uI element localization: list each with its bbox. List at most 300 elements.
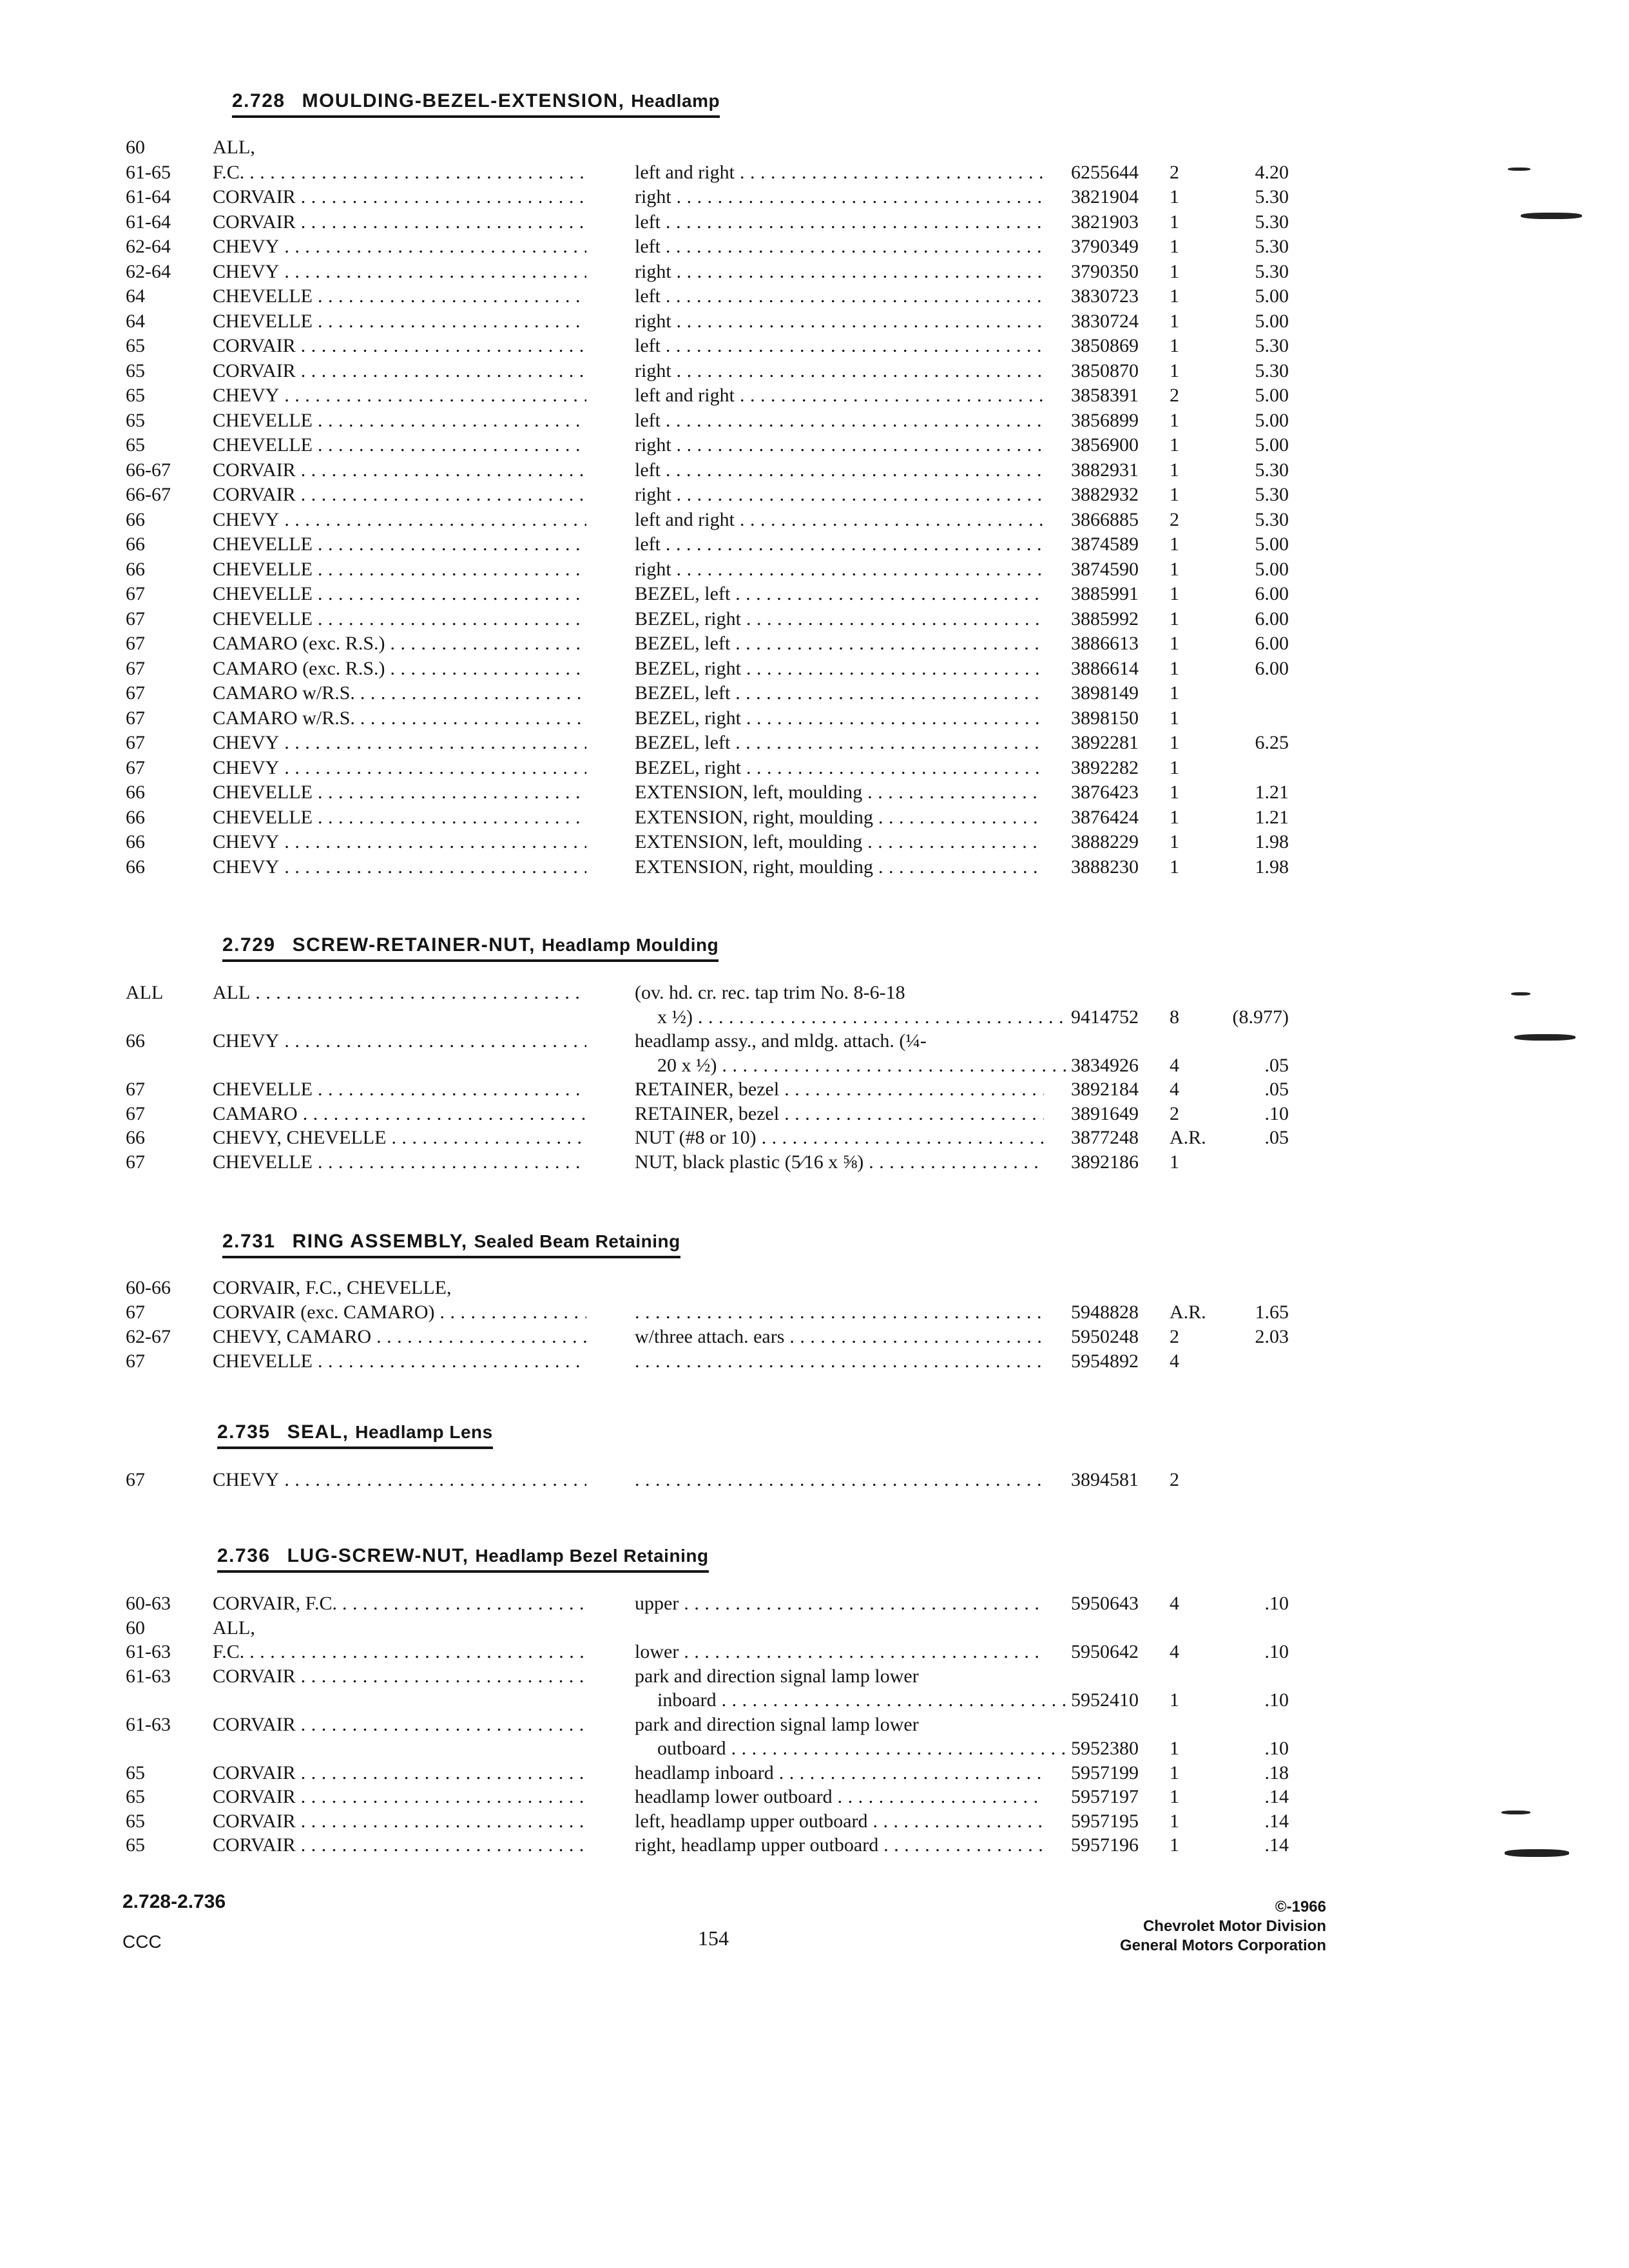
model-cell: CHEVY . . . <box>213 855 586 879</box>
binding-mark <box>1514 1034 1576 1041</box>
table-row <box>0 433 1629 457</box>
copyright: ©-1966 <box>1275 1898 1326 1916</box>
table-row <box>0 260 1629 284</box>
year-cell: 66 <box>126 558 145 580</box>
price-cell: 5.00 <box>1255 385 1289 406</box>
table-row <box>0 607 1629 631</box>
year-cell: 65 <box>126 1810 145 1832</box>
model-cell: CORVAIR . . . <box>213 1833 586 1858</box>
model-cell: CORVAIR . . . <box>213 1761 586 1785</box>
section-heading <box>232 90 720 118</box>
corporation-name: General Motors Corporation <box>1119 1937 1326 1954</box>
description-cell: 20 x ½) . . . <box>657 1053 1066 1078</box>
price-cell: 2.03 <box>1255 1326 1289 1347</box>
price-cell: 1.98 <box>1255 856 1289 878</box>
price-cell: 5.00 <box>1255 434 1289 456</box>
part-number-cell: 9414752 <box>1071 1006 1139 1028</box>
part-number-cell: 6255644 <box>1071 161 1139 183</box>
description-cell: left . . . <box>635 532 1044 557</box>
table-row <box>0 1591 1629 1616</box>
table-row <box>0 532 1629 557</box>
quantity-cell: A.R. <box>1170 1127 1206 1148</box>
price-cell: 1.98 <box>1255 831 1289 852</box>
price-cell: 1.21 <box>1255 806 1289 828</box>
section-title: RING ASSEMBLY, <box>292 1231 468 1252</box>
price-cell: 1.65 <box>1255 1302 1289 1323</box>
price-cell: .10 <box>1264 1641 1289 1662</box>
price-cell: 5.30 <box>1255 186 1289 207</box>
part-number-cell: 3886614 <box>1071 657 1139 679</box>
year-cell: 67 <box>126 1079 145 1100</box>
table-row <box>0 805 1629 830</box>
price-cell: 5.30 <box>1255 360 1289 381</box>
model-cell: CORVAIR . . . <box>213 458 586 483</box>
year-cell: 65 <box>126 335 145 356</box>
binding-mark <box>1501 1811 1530 1814</box>
description-cell: right . . . <box>635 557 1044 582</box>
table-row <box>0 1126 1629 1150</box>
table-row <box>0 1325 1629 1349</box>
description-cell: BEZEL, left . . . <box>635 731 1044 755</box>
model-cell: CHEVELLE . . . <box>213 532 586 557</box>
description-cell: EXTENSION, left, moulding . . . <box>635 830 1044 854</box>
price-cell: 6.00 <box>1255 583 1289 604</box>
price-cell: 6.00 <box>1255 657 1289 679</box>
year-cell: 67 <box>126 732 145 753</box>
description-cell: park and direction signal lamp lower <box>635 1665 919 1687</box>
year-cell: 61-63 <box>126 1641 171 1662</box>
quantity-cell: A.R. <box>1170 1302 1206 1323</box>
price-cell: .14 <box>1264 1786 1289 1807</box>
year-cell: 66 <box>126 533 145 555</box>
part-number-cell: 3892281 <box>1071 732 1139 753</box>
part-number-cell: 5957196 <box>1071 1834 1139 1856</box>
model-cell: CAMARO . . . <box>213 1102 586 1126</box>
section-title: SCREW-RETAINER-NUT, <box>292 934 535 956</box>
price-cell: 5.30 <box>1255 484 1289 505</box>
model-cell: CORVAIR . . . <box>213 185 586 209</box>
year-cell: 60 <box>126 1617 145 1639</box>
description-cell: left . . . <box>635 284 1044 309</box>
description-cell: left and right . . . <box>635 160 1044 185</box>
part-number-cell: 3898150 <box>1071 707 1139 729</box>
quantity-cell: 2 <box>1170 385 1179 406</box>
description-cell: right . . . <box>635 185 1044 209</box>
quantity-cell: 2 <box>1170 161 1179 183</box>
quantity-cell: 1 <box>1170 1738 1179 1759</box>
price-cell: .05 <box>1264 1054 1289 1076</box>
part-number-cell: 3830723 <box>1071 285 1139 307</box>
part-number-cell: 5948828 <box>1071 1302 1139 1323</box>
table-row <box>0 458 1629 483</box>
model-cell: CHEVY . . . <box>213 235 586 259</box>
table-row <box>0 1029 1629 1053</box>
table-row <box>0 1276 1629 1300</box>
footer-code: CCC <box>122 1932 162 1952</box>
quantity-cell: 1 <box>1170 782 1179 803</box>
model-cell: CHEVELLE . . . <box>213 1349 586 1374</box>
model-cell: CORVAIR, F.C. . . . <box>213 1591 586 1616</box>
section-heading <box>222 1231 680 1258</box>
description-cell: EXTENSION, right, moulding . . . <box>635 855 1044 879</box>
table-row <box>0 1785 1629 1809</box>
table-row <box>0 1688 1629 1713</box>
model-cell: CAMARO w/R.S. . . . <box>213 706 586 731</box>
section-heading <box>217 1421 493 1449</box>
part-number-cell: 5957197 <box>1071 1786 1139 1807</box>
year-cell: 66 <box>126 508 145 530</box>
description-cell: headlamp assy., and mldg. attach. (¼- <box>635 1030 927 1052</box>
table-row <box>0 185 1629 209</box>
year-cell: 67 <box>126 608 145 629</box>
year-cell: 66 <box>126 1127 145 1148</box>
model-cell: CHEVELLE . . . <box>213 309 586 334</box>
table-row <box>0 1713 1629 1737</box>
description-cell: park and direction signal lamp lower <box>635 1713 919 1735</box>
description-cell: outboard . . . <box>657 1736 1066 1761</box>
quantity-cell: 2 <box>1170 508 1179 530</box>
table-row <box>0 1736 1629 1761</box>
model-cell: CHEVELLE . . . <box>213 1077 586 1102</box>
model-cell: CHEVY . . . <box>213 260 586 284</box>
description-cell: NUT (#8 or 10) . . . <box>635 1126 1044 1150</box>
binding-mark <box>1521 213 1582 219</box>
quantity-cell: 1 <box>1170 657 1179 679</box>
year-cell: 66 <box>126 1030 145 1052</box>
quantity-cell: 1 <box>1170 459 1179 481</box>
quantity-cell: 1 <box>1170 756 1179 778</box>
description-cell: BEZEL, left . . . <box>635 681 1044 706</box>
section-subtitle: Headlamp Bezel Retaining <box>475 1546 709 1566</box>
year-cell: 67 <box>126 1469 145 1490</box>
description-cell: w/three attach. ears . . . <box>635 1325 1044 1349</box>
year-cell: 64 <box>126 285 145 307</box>
year-cell: 61-63 <box>126 1713 171 1735</box>
price-cell: 6.00 <box>1255 608 1289 629</box>
year-cell: 67 <box>126 1350 145 1372</box>
quantity-cell: 4 <box>1170 1054 1179 1076</box>
price-cell: 5.00 <box>1255 409 1289 431</box>
part-number-cell: 3874590 <box>1071 558 1139 580</box>
year-cell: 65 <box>126 1762 145 1783</box>
description-cell: EXTENSION, left, moulding . . . <box>635 780 1044 805</box>
part-number-cell: 3830724 <box>1071 310 1139 332</box>
table-row <box>0 1468 1629 1492</box>
quantity-cell: 1 <box>1170 831 1179 852</box>
year-cell: 67 <box>126 1102 145 1124</box>
price-cell: .14 <box>1264 1834 1289 1856</box>
table-row <box>0 631 1629 656</box>
table-row <box>0 210 1629 235</box>
description-cell: NUT, black plastic (5⁄16 x ⅝) . . . <box>635 1150 1044 1175</box>
part-number-cell: 3891649 <box>1071 1102 1139 1124</box>
part-number-cell: 3885991 <box>1071 583 1139 604</box>
quantity-cell: 1 <box>1170 211 1179 233</box>
year-cell: 67 <box>126 1151 145 1173</box>
table-row <box>0 1616 1629 1640</box>
description-cell: left, headlamp upper outboard . . . <box>635 1809 1044 1834</box>
quantity-cell: 1 <box>1170 707 1179 729</box>
model-cell: CHEVY . . . <box>213 731 586 755</box>
year-cell: 62-64 <box>126 236 171 257</box>
quantity-cell: 4 <box>1170 1641 1179 1662</box>
quantity-cell: 1 <box>1170 1810 1179 1832</box>
quantity-cell: 1 <box>1170 1689 1179 1711</box>
description-cell: headlamp lower outboard . . . <box>635 1785 1044 1809</box>
section-title: SEAL, <box>287 1421 349 1443</box>
part-number-cell: 3892184 <box>1071 1079 1139 1100</box>
price-cell: (8.977) <box>1232 1006 1289 1028</box>
year-cell: 62-67 <box>126 1326 171 1347</box>
quantity-cell: 1 <box>1170 335 1179 356</box>
year-cell: 60-66 <box>126 1277 171 1298</box>
part-number-cell: 3877248 <box>1071 1127 1139 1148</box>
table-row <box>0 1150 1629 1175</box>
table-row <box>0 756 1629 780</box>
table-row <box>0 657 1629 681</box>
section-subtitle: Headlamp Moulding <box>541 935 719 955</box>
quantity-cell: 1 <box>1170 236 1179 257</box>
table-row <box>0 1102 1629 1126</box>
description-cell: upper . . . <box>635 1591 1044 1616</box>
price-cell: 5.00 <box>1255 533 1289 555</box>
year-cell: 67 <box>126 756 145 778</box>
year-cell: 61-64 <box>126 186 171 207</box>
table-row <box>0 1053 1629 1078</box>
quantity-cell: 1 <box>1170 806 1179 828</box>
year-cell: 61-64 <box>126 211 171 233</box>
table-row <box>0 1300 1629 1325</box>
description-cell: BEZEL, left . . . <box>635 582 1044 606</box>
description-cell <box>635 1349 1044 1374</box>
year-cell: 60-63 <box>126 1593 171 1614</box>
description-cell: BEZEL, right . . . <box>635 756 1044 780</box>
table-row <box>0 1833 1629 1858</box>
description-cell: BEZEL, right . . . <box>635 607 1044 631</box>
footer-copyright-block <box>1120 1898 1326 1956</box>
table-row <box>0 731 1629 755</box>
quantity-cell: 1 <box>1170 633 1179 654</box>
quantity-cell: 8 <box>1170 1006 1179 1028</box>
model-cell: CHEVELLE . . . <box>213 408 586 433</box>
table-row <box>0 160 1629 185</box>
part-number-cell: 3850870 <box>1071 360 1139 381</box>
table-row <box>0 1761 1629 1785</box>
description-cell: RETAINER, bezel . . . <box>635 1102 1044 1126</box>
table-row <box>0 284 1629 309</box>
description-cell: BEZEL, left . . . <box>635 631 1044 656</box>
year-cell: 66 <box>126 806 145 828</box>
description-cell: left . . . <box>635 235 1044 259</box>
description-cell: (ov. hd. cr. rec. tap trim No. 8-6-18 <box>635 982 905 1003</box>
quantity-cell: 1 <box>1170 360 1179 381</box>
model-cell: CHEVELLE . . . <box>213 582 586 606</box>
description-cell <box>635 1468 1044 1492</box>
model-cell: CORVAIR, F.C., CHEVELLE, <box>213 1277 452 1298</box>
price-cell: .10 <box>1264 1593 1289 1614</box>
model-cell: CORVAIR . . . <box>213 1809 586 1834</box>
price-cell: .10 <box>1264 1102 1289 1124</box>
price-cell: 5.30 <box>1255 260 1289 282</box>
quantity-cell: 1 <box>1170 434 1179 456</box>
quantity-cell: 1 <box>1170 732 1179 753</box>
year-cell: 67 <box>126 1302 145 1323</box>
price-cell: 6.25 <box>1255 732 1289 753</box>
part-number-cell: 3858391 <box>1071 385 1139 406</box>
table-row <box>0 582 1629 606</box>
table-row <box>0 706 1629 731</box>
quantity-cell: 1 <box>1170 186 1179 207</box>
table-row <box>0 1809 1629 1834</box>
table-row <box>0 780 1629 805</box>
table-row <box>0 359 1629 383</box>
section-subtitle: Sealed Beam Retaining <box>474 1231 680 1251</box>
section-subtitle: Headlamp Lens <box>355 1422 493 1442</box>
year-cell: 65 <box>126 1834 145 1856</box>
division-name: Chevrolet Motor Division <box>1142 1917 1326 1935</box>
table-row <box>0 855 1629 879</box>
binding-mark <box>1511 992 1530 995</box>
model-cell: CORVAIR (exc. CAMARO) . . . <box>213 1300 586 1325</box>
part-number-cell: 3882931 <box>1071 459 1139 481</box>
section-number: 2.728 <box>232 90 285 111</box>
price-cell: 1.21 <box>1255 782 1289 803</box>
year-cell: 67 <box>126 657 145 679</box>
price-cell: 4.20 <box>1255 161 1289 183</box>
description-cell: BEZEL, right . . . <box>635 706 1044 731</box>
price-cell: .05 <box>1264 1079 1289 1100</box>
description-cell: EXTENSION, right, moulding . . . <box>635 805 1044 830</box>
year-cell: 60 <box>126 137 145 158</box>
description-cell: right . . . <box>635 309 1044 334</box>
model-cell: CHEVELLE . . . <box>213 433 586 457</box>
quantity-cell: 1 <box>1170 682 1179 704</box>
section-title: MOULDING-BEZEL-EXTENSION, <box>302 90 625 111</box>
model-cell: ALL . . . <box>213 981 586 1005</box>
description-cell: left and right . . . <box>635 383 1044 408</box>
price-cell: 5.30 <box>1255 211 1289 233</box>
quantity-cell: 1 <box>1170 409 1179 431</box>
description-cell: left . . . <box>635 334 1044 358</box>
year-cell: 65 <box>126 1786 145 1807</box>
description-cell: inboard . . . <box>657 1688 1066 1713</box>
model-cell: CHEVY . . . <box>213 756 586 780</box>
model-cell: CORVAIR . . . <box>213 1785 586 1809</box>
part-number-cell: 3874589 <box>1071 533 1139 555</box>
quantity-cell: 1 <box>1170 533 1179 555</box>
binding-mark <box>1505 1849 1569 1857</box>
table-row <box>0 1077 1629 1102</box>
description-cell: left . . . <box>635 408 1044 433</box>
price-cell: 5.30 <box>1255 335 1289 356</box>
year-cell: 64 <box>126 310 145 332</box>
model-cell: CAMARO (exc. R.S.) . . . <box>213 657 586 681</box>
quantity-cell: 1 <box>1170 558 1179 580</box>
description-cell: left . . . <box>635 210 1044 235</box>
part-number-cell: 5950248 <box>1071 1326 1139 1347</box>
quantity-cell: 1 <box>1170 260 1179 282</box>
part-number-cell: 3821904 <box>1071 186 1139 207</box>
quantity-cell: 2 <box>1170 1469 1179 1490</box>
description-cell: right, headlamp upper outboard . . . <box>635 1833 1044 1858</box>
model-cell: CORVAIR . . . <box>213 210 586 235</box>
table-row <box>0 334 1629 358</box>
description-cell: BEZEL, right . . . <box>635 657 1044 681</box>
part-number-cell: 3888229 <box>1071 831 1139 852</box>
model-cell: CHEVELLE . . . <box>213 1150 586 1175</box>
model-cell: CHEVY . . . <box>213 508 586 532</box>
year-cell: 66 <box>126 831 145 852</box>
quantity-cell: 4 <box>1170 1593 1179 1614</box>
model-cell: CAMARO w/R.S. . . . <box>213 681 586 706</box>
table-row <box>0 508 1629 532</box>
part-number-cell: 3856899 <box>1071 409 1139 431</box>
section-subtitle: Headlamp <box>631 91 720 111</box>
table-row <box>0 681 1629 706</box>
section-title: LUG-SCREW-NUT, <box>287 1545 469 1566</box>
table-row <box>0 830 1629 854</box>
part-number-cell: 5952380 <box>1071 1738 1139 1759</box>
quantity-cell: 4 <box>1170 1350 1179 1372</box>
part-number-cell: 3866885 <box>1071 508 1139 530</box>
section-heading <box>217 1545 709 1573</box>
description-cell: left . . . <box>635 458 1044 483</box>
part-number-cell: 5957199 <box>1071 1762 1139 1783</box>
part-number-cell: 5957195 <box>1071 1810 1139 1832</box>
year-cell: 66 <box>126 856 145 878</box>
price-cell: 5.30 <box>1255 236 1289 257</box>
description-cell: headlamp inboard . . . <box>635 1761 1044 1785</box>
quantity-cell: 2 <box>1170 1326 1179 1347</box>
year-cell: 67 <box>126 682 145 704</box>
part-number-cell: 3886613 <box>1071 633 1139 654</box>
description-cell: x ½) . . . <box>657 1005 1066 1030</box>
table-row <box>0 981 1629 1005</box>
quantity-cell: 4 <box>1170 1079 1179 1100</box>
part-number-cell: 3876423 <box>1071 782 1139 803</box>
year-cell: 65 <box>126 409 145 431</box>
table-row <box>0 1349 1629 1374</box>
table-row <box>0 135 1629 160</box>
quantity-cell: 2 <box>1170 1102 1179 1124</box>
year-cell: 65 <box>126 434 145 456</box>
description-cell: right . . . <box>635 433 1044 457</box>
part-number-cell: 3898149 <box>1071 682 1139 704</box>
price-cell: .05 <box>1264 1127 1289 1148</box>
table-row <box>0 1005 1629 1030</box>
price-cell: 5.00 <box>1255 285 1289 307</box>
part-number-cell: 3876424 <box>1071 806 1139 828</box>
section-number: 2.729 <box>222 934 276 956</box>
year-cell: 66-67 <box>126 459 171 481</box>
table-row <box>0 309 1629 334</box>
table-row <box>0 557 1629 582</box>
model-cell: CHEVELLE . . . <box>213 284 586 309</box>
description-cell: RETAINER, bezel . . . <box>635 1077 1044 1102</box>
part-number-cell: 3892282 <box>1071 756 1139 778</box>
part-number-cell: 3790349 <box>1071 236 1139 257</box>
price-cell: 5.00 <box>1255 558 1289 580</box>
model-cell: CHEVELLE . . . <box>213 607 586 631</box>
year-cell: 62-64 <box>126 260 171 282</box>
quantity-cell: 1 <box>1170 310 1179 332</box>
year-cell: 65 <box>126 385 145 406</box>
price-cell: .14 <box>1264 1810 1289 1832</box>
description-cell <box>635 1300 1044 1325</box>
model-cell: F.C. . . . <box>213 160 586 185</box>
model-cell: CORVAIR . . . <box>213 334 586 358</box>
year-cell: 66-67 <box>126 484 171 505</box>
